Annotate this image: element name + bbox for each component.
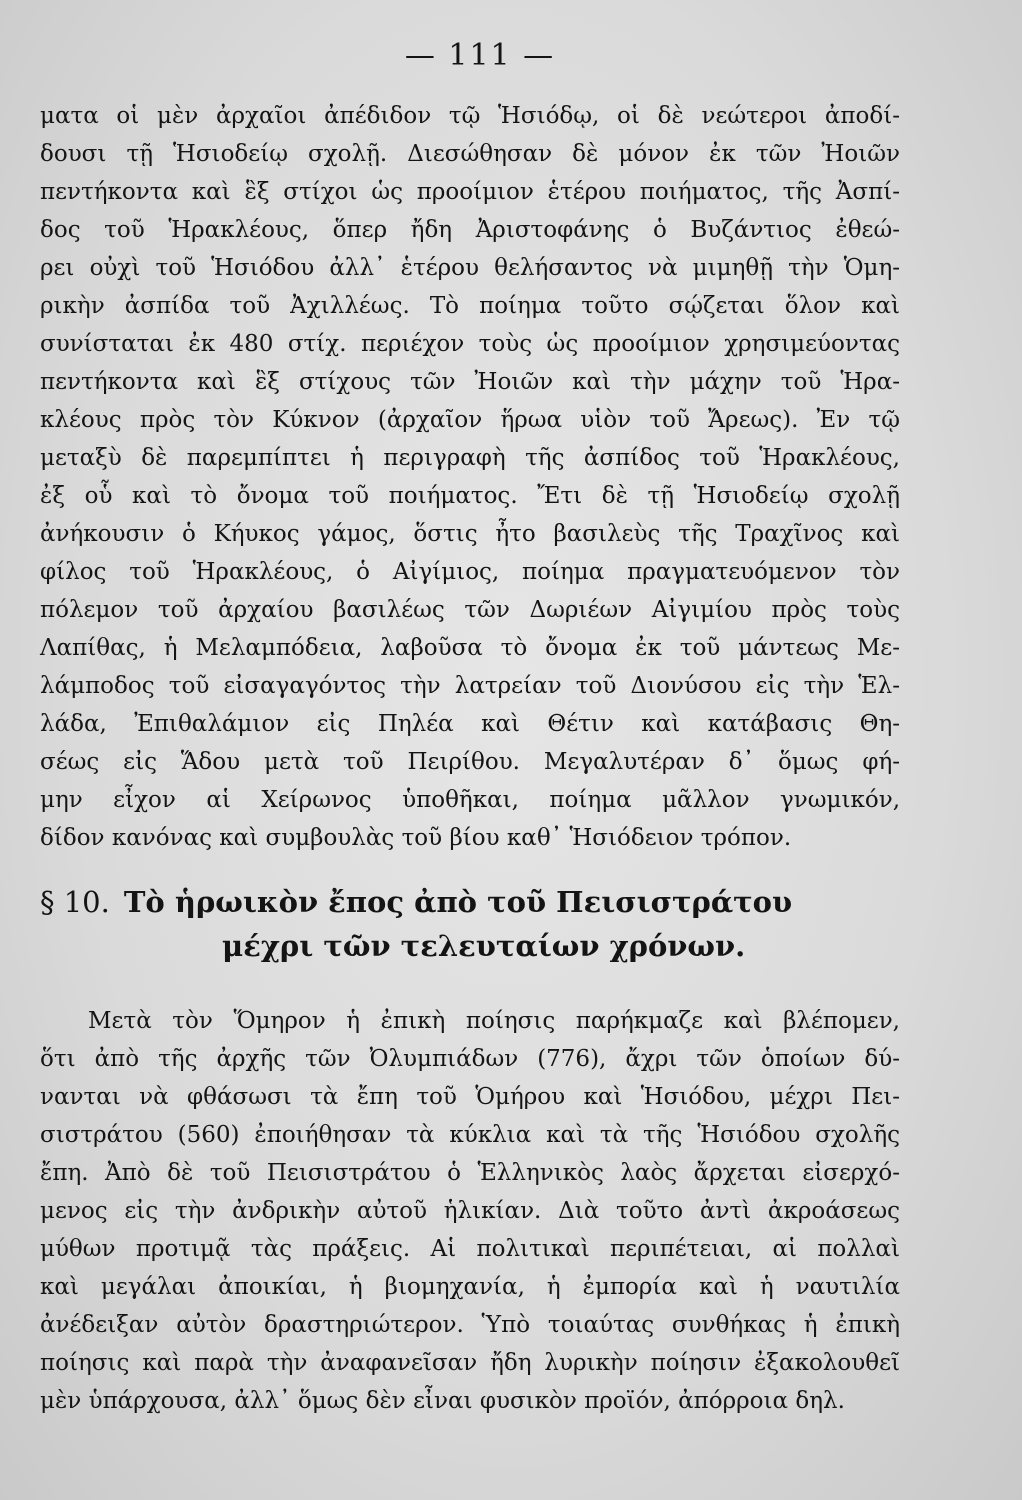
paragraph-2 — [40, 1002, 900, 1420]
text-line: ὅτι ἀπὸ τῆς ἀρχῆς τῶν Ὀλυμπιάδων (776), ἄχρι τῶν ὁποίων δύ- — [40, 1046, 900, 1072]
text-line: σέως εἰς Ἅδου μετὰ τοῦ Πειρίθου. Μεγαλυτέραν δ᾽ ὅμως φή- — [40, 749, 900, 775]
text-line: ρει οὐχὶ τοῦ Ἡσιόδου ἀλλ᾽ ἑτέρου θελήσαντος νὰ μιμηθῇ τὴν Ὁμη- — [40, 255, 900, 281]
text-line: δίδον κανόνας καὶ συμβουλὰς τοῦ βίου καθ᾽ Ἡσιόδειον τρόπον. — [40, 825, 792, 851]
text-line: μύθων προτιμᾷ τὰς πράξεις. Αἱ πολιτικαὶ περιπέτειαι, αἱ πολλαὶ — [40, 1236, 900, 1262]
text-line: μεταξὺ δὲ παρεμπίπτει ἡ περιγραφὴ τῆς ἀσπίδος τοῦ Ἡρακλέους, — [40, 445, 900, 471]
text-line: νανται νὰ φθάσωσι τὰ ἔπη τοῦ Ὁμήρου καὶ Ἡσιόδου, μέχρι Πει- — [40, 1084, 900, 1110]
page-number: — 111 — — [404, 38, 556, 73]
text-line: Λαπίθας, ἡ Μελαμπόδεια, λαβοῦσα τὸ ὄνομα ἐκ τοῦ μάντεως Με- — [40, 635, 900, 661]
text-line: ἀνέδειξαν αὐτὸν δραστηριώτερον. Ὑπὸ τοιαύτας συνθήκας ἡ ἐπικὴ — [40, 1312, 900, 1338]
text-line: λάδα, Ἐπιθαλάμιον εἰς Πηλέα καὶ Θέτιν καὶ κατάβασις Θη- — [40, 711, 900, 737]
text-line: πόλεμον τοῦ ἀρχαίου βασιλέως τῶν Δωριέων Αἰγιμίου πρὸς τοὺς — [40, 597, 900, 623]
text-line: ματα οἱ μὲν ἀρχαῖοι ἀπέδιδον τῷ Ἡσιόδῳ, οἱ δὲ νεώτεροι ἀποδί- — [40, 103, 900, 129]
text-line: Μετὰ τὸν Ὅμηρον ἡ ἐπικὴ ποίησις παρήκμαζε καὶ βλέπομεν, — [88, 1008, 900, 1034]
text-line: ποίησις καὶ παρὰ τὴν ἀναφανεῖσαν ἤδη λυρικὴν ποίησιν ἐξακολουθεῖ — [40, 1350, 900, 1376]
paragraph-1 — [40, 97, 900, 857]
text-line: λάμποδος τοῦ εἰσαγαγόντος τὴν λατρείαν τοῦ Διονύσου εἰς τὴν Ἑλ- — [40, 673, 900, 699]
text-line: μην εἶχον αἱ Χείρωνος ὑποθῆκαι, ποίημα μᾶλλον γνωμικόν, — [40, 787, 900, 813]
text-line: κλέους πρὸς τὸν Κύκνον (ἀρχαῖον ἥρωα υἱὸν τοῦ Ἄρεως). Ἐν τῷ — [40, 407, 900, 433]
section-heading — [40, 880, 900, 968]
text-line: ἀνήκουσιν ὁ Κήυκος γάμος, ὅστις ἦτο βασιλεὺς τῆς Τραχῖνος καὶ — [40, 521, 900, 547]
text-line: φίλος τοῦ Ἡρακλέους, ὁ Αἰγίμιος, ποίημα πραγματευόμενον τὸν — [40, 559, 900, 585]
text-line: ἔπη. Ἀπὸ δὲ τοῦ Πεισιστράτου ὁ Ἑλληνικὸς λαὸς ἄρχεται εἰσερχό- — [40, 1160, 900, 1186]
text-line: πεντήκοντα καὶ ἓξ στίχους τῶν Ἠοιῶν καὶ τὴν μάχην τοῦ Ἡρα- — [40, 369, 900, 395]
section-number: § 10. — [40, 885, 110, 919]
text-line: σιστράτου (560) ἐποιήθησαν τὰ κύκλια καὶ τὰ τῆς Ἡσιόδου σχολῆς — [40, 1122, 900, 1148]
section-heading-line-1 — [40, 880, 900, 924]
text-line: μενος εἰς τὴν ἀνδρικὴν αὐτοῦ ἡλικίαν. Διὰ τοῦτο ἀντὶ ἀκροάσεως — [40, 1198, 900, 1224]
section-title-line-2: μέχρι τῶν τελευταίων χρόνων. — [222, 929, 746, 963]
section-title-line-1: Τὸ ἡρωικὸν ἔπος ἀπὸ τοῦ Πεισιστράτου — [123, 885, 793, 919]
text-line: ἐξ οὗ καὶ τὸ ὄνομα τοῦ ποιήματος. Ἔτι δὲ τῇ Ἡσιοδείῳ σχολῇ — [40, 483, 900, 509]
text-line: δουσι τῇ Ἡσιοδείῳ σχολῇ. Διεσώθησαν δὲ μόνον ἐκ τῶν Ἠοιῶν — [40, 141, 900, 167]
text-line: δος τοῦ Ἡρακλέους, ὅπερ ἤδη Ἀριστοφάνης ὁ Βυζάντιος ἐθεώ- — [40, 217, 900, 243]
text-line: μὲν ὑπάρχουσα, ἀλλ᾽ ὅμως δὲν εἶναι φυσικὸν προϊόν, ἀπόρροια δηλ. — [40, 1388, 845, 1414]
text-line: ρικὴν ἀσπίδα τοῦ Ἀχιλλέως. Τὸ ποίημα τοῦτο σῴζεται ὅλον καὶ — [40, 293, 900, 319]
text-line: συνίσταται ἐκ 480 στίχ. περιέχον τοὺς ὡς προοίμιον χρησιμεύοντας — [40, 331, 900, 357]
text-line: καὶ μεγάλαι ἀποικίαι, ἡ βιομηχανία, ἡ ἐμπορία καὶ ἡ ναυτιλία — [40, 1274, 900, 1300]
text-line: πεντήκοντα καὶ ἓξ στίχοι ὡς προοίμιον ἑτέρου ποιήματος, τῆς Ἀσπί- — [40, 179, 900, 205]
